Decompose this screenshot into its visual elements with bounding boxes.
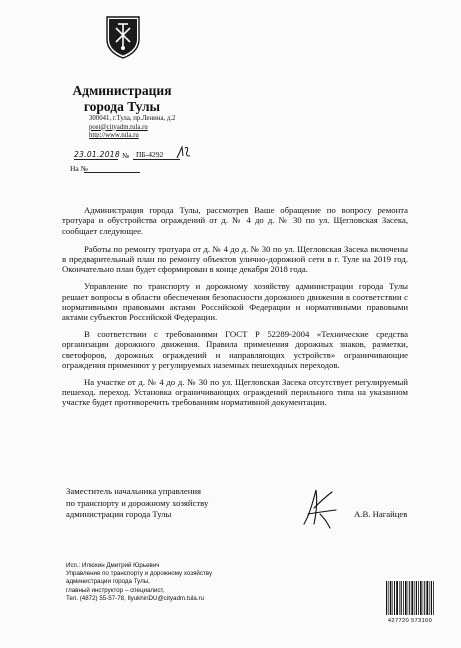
registration-number: ПБ-4292: [133, 150, 180, 160]
registration-number-label: №: [122, 151, 130, 160]
paragraph: Администрация города Тулы, рассмотрев Ваше обращение по вопросу ремонта тротуара и обустройства ограждений от д. № 4 до д. № 30 по ул. Щегловская Засека, сообщает следующее.: [62, 205, 408, 236]
email-link[interactable]: post@cityadm.tula.ru: [89, 123, 148, 131]
signer-position-line: Заместитель начальника управления: [66, 486, 202, 496]
reply-to-label: На №: [70, 164, 88, 173]
barcode-number: 427720 573160: [387, 618, 433, 624]
coat-of-arms-icon: [104, 14, 142, 60]
handwritten-signature: [296, 484, 340, 530]
signer-position-line: администрации города Тулы: [66, 509, 172, 519]
postal-address: 300041, г.Тула, пр.Ленина, д.2: [89, 115, 176, 122]
paragraph: Управление по транспорту и дорожному хозяйству администрации города Тулы решает вопросы в области обеспечения безопасности дорожного движения в соответствии с нормативными правовыми актами Российской Федерации и нормативными правовыми актами субъектов Российской Федерации.: [62, 281, 408, 323]
executor-line: Управление по транспорту и дорожному хозяйству: [66, 570, 213, 578]
executor-line: Исп.: Илюхин Дмитрий Юрьевич: [66, 562, 160, 569]
signer-position: [66, 486, 266, 521]
organization-title-line2: города Тулы: [83, 99, 161, 114]
signer-name: А.В. Нагайцев: [354, 509, 408, 519]
registration-initials-icon: [174, 144, 196, 162]
website-link[interactable]: http://www.tula.ru: [89, 132, 139, 140]
signer-position-line: по транспорту и дорожному хозяйству: [66, 497, 209, 508]
executor-line: главный инструктор – специалист,: [66, 586, 165, 594]
paragraph: В соответствии с требованиями ГОСТ Р 52289-2004 «Технические средства организации дорожного движения. Правила применения дорожных знаков, разметки, светофоров, дорожных ограждений и направляющих устройств» ограничивающие ограждения применяют у регулируемых наземных пешеходных переходов.: [62, 328, 408, 370]
organization-title-line1: Администрация: [72, 83, 172, 98]
registration-block: [70, 150, 194, 176]
paragraph: На участке от д. № 4 до д. № 30 по ул. Щегловская Засека отсутствует регулируемый пешеход. переход. Установка ограничивающих ограждений перильного типа на указанном участке будет противоречить требованиям нормативной документации.: [62, 376, 408, 408]
paragraph: Работы по ремонту тротуара от д. № 4 до д. № 30 по ул. Щегловская Засека включены в предварительный план по ремонту объектов улично-дорожной сети в г. Туле на 2019 год. Окончательно план будет сформирован в конце декабря 2018 года.: [62, 243, 408, 275]
letterhead-contacts: [89, 115, 199, 141]
executor-info: [66, 562, 266, 603]
executor-line: администрации города Тулы,: [66, 578, 150, 586]
registration-date: 23.01.2018: [74, 150, 120, 159]
letter-body: [62, 205, 408, 414]
reply-to-line: [84, 172, 140, 173]
executor-line: Тел. (4872) 55-57-78, IlyukhinDU@cityadm.tula.ru: [66, 594, 204, 602]
barcode-icon: [384, 579, 436, 617]
organization-title: [62, 83, 182, 115]
